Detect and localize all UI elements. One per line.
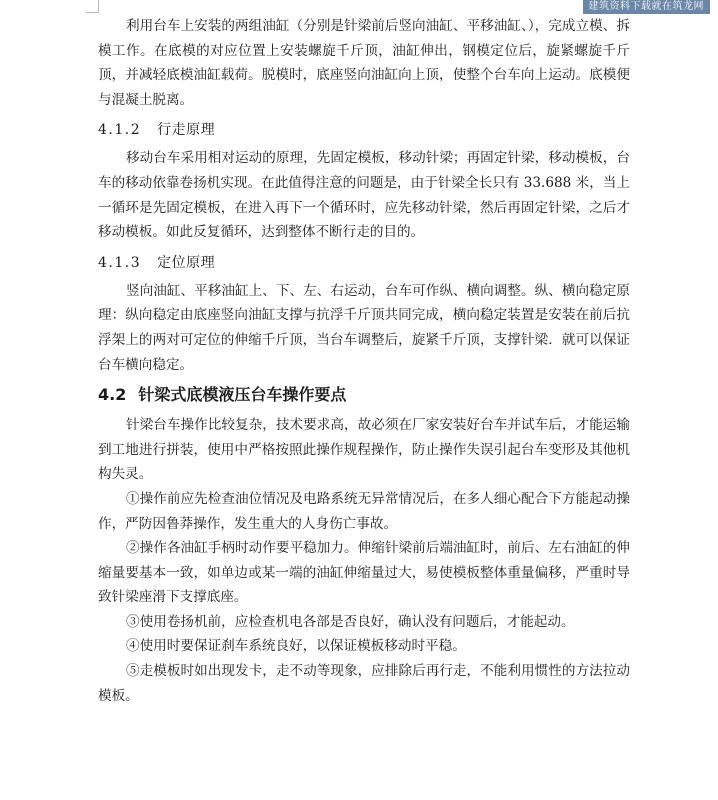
heading-number: 4.1.3 xyxy=(98,254,142,271)
heading-4-1-3 xyxy=(98,251,630,275)
section-title: 针梁式底模液压台车操作要点 xyxy=(138,385,347,405)
paragraph-travel-principle: 移动台车采用相对运动的原理，先固定模板，移动针梁；再固定针梁，移动模板，台车的移动依靠卷扬机实现。在此值得注意的问题是，由于针梁全长只有 33.688 米，当上一循环是先固定模板，在进入再下一个循环时，应先移动针梁，然后再固定针梁，之后才移动模板。如此反复循环，达到整体不断行走的目的。 xyxy=(98,150,630,241)
watermark-banner: 建筑资料下载就在筑龙网 xyxy=(583,0,711,14)
paragraph-intro: 利用台车上安装的两组油缸（分别是针梁前后竖向油缸、平移油缸、），完成立模、拆模工作。在底模的对应位置上安装螺旋千斤顶，油缸伸出，钢模定位后，旋紧螺旋千斤顶，并减轻底模油缸载荷。脱模时，底座竖向油缸向上顶，使整个台车向上运动。底模便与混凝土脱离。 xyxy=(98,18,630,108)
heading-title: 定位原理 xyxy=(157,254,216,271)
section-number: 4.2 xyxy=(98,385,127,405)
heading-4-2 xyxy=(98,381,630,409)
heading-number: 4.1.2 xyxy=(98,122,142,139)
page-corner-mark xyxy=(86,0,99,13)
heading-4-1-2 xyxy=(98,118,630,142)
paragraph-operation-step-3: ③使用卷扬机前，应检查机电各部是否良好，确认没有问题后，才能起动。 xyxy=(126,613,575,630)
paragraph-operation-step-4: ④使用时要保证刹车系统良好，以保证模板移动时平稳。 xyxy=(126,638,466,655)
paragraph-operation-intro: 针梁台车操作比较复杂，技术要求高，故必须在厂家安装好台车并试车后，才能运输到工地进行拼装，使用中严格按照此操作规程操作，防止操作失误引起台车变形及其他机构失灵。 xyxy=(98,417,630,483)
document-body xyxy=(98,14,630,708)
paragraph-positioning-principle: 竖向油缸、平移油缸上、下、左、右运动，台车可作纵、横向调整。纵、横向稳定原理：纵向稳定由底座竖向油缸支撑与抗浮千斤顶共同完成，横向稳定装置是安装在前后抗浮架上的两对可定位的伸缩千斤顶，当台车调整后，旋紧千斤顶，支撑针梁．就可以保证台车横向稳定。 xyxy=(98,282,630,373)
paragraph-operation-step-2: ②操作各油缸手柄时动作要平稳加力。伸缩针梁前后端油缸时，前后、左右油缸的伸缩量要基本一致，如单边或某一端的油缸伸缩量过大，易使模板整体重量偏移，严重时导致针梁座滑下支撑底座。 xyxy=(98,540,630,606)
paragraph-operation-step-5: ⑤走模板时如出现发卡，走不动等现象，应排除后再行走，不能利用惯性的方法拉动模板。 xyxy=(98,663,630,704)
paragraph-operation-step-1: ①操作前应先检查油位情况及电路系统无异常情况后，在多人细心配合下方能起动操作，严防因鲁莽操作，发生重大的人身伤亡事故。 xyxy=(98,490,630,532)
heading-title: 行走原理 xyxy=(157,122,216,139)
